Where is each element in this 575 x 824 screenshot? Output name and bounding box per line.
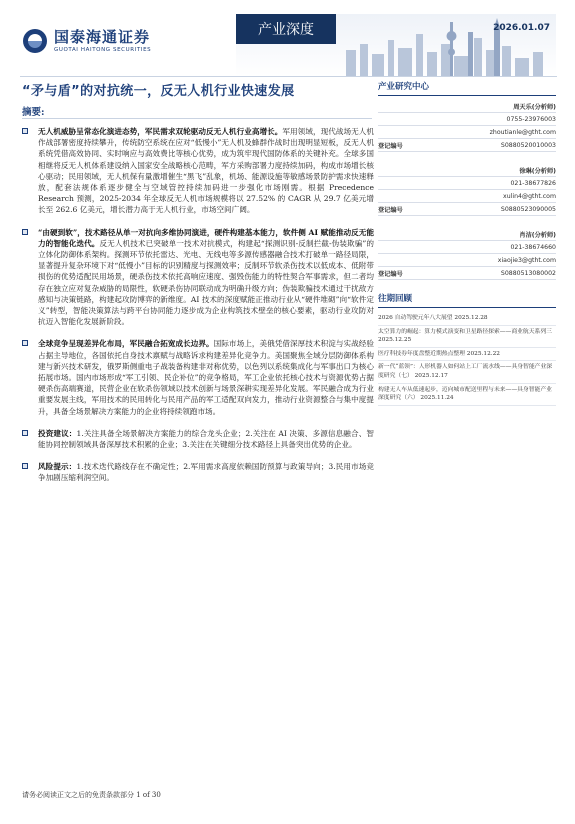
abstract-paragraph <box>22 126 374 216</box>
header-divider <box>20 76 557 77</box>
recent-report-link[interactable]: 构建无人车从低速起步，迈向城市配送里程与未来——具身智能产业深度研究（六） 2025.11.24 <box>378 384 556 406</box>
analyst-card <box>378 164 556 216</box>
paragraph-body: 1.关注具备全场景解决方案能力的综合龙头企业；2.关注在 AI 决策、多源信息融合、智能协同控制领域具备深厚技术积累的企业；3.关注在关键细分技术路径上具备突出优势的企业。 <box>38 428 374 450</box>
registration-number: S0880520010003 <box>500 141 556 149</box>
registration-number: S0880523090005 <box>500 205 556 213</box>
recent-report-link[interactable]: 太空算力的崛起：算力模式演变和卫星路径探索——商业航天系列三 2025.12.25 <box>378 326 556 348</box>
recent-reports-list <box>378 312 556 406</box>
abstract-paragraph <box>22 428 374 450</box>
paragraph-body: 军用领域，现代战场无人机作战部署密度持续攀升，传统防空系统在应对“低慢小”无人机及蜂群作战时出现明显短板，反无人机系统凭借高效协同、实时响应与高效费比等核心优势，成为筑牢现代国防体系的关键补充。全球多国相继将反无人机体系建设纳入国家安全战略核心范畴，军方采购部署力度持续加码，构成市场增长核心驱动；民用领域，无人机保有量激增催生“黑飞”乱象，机场、能源设施等敏感场景防护需求快速释放，配套法规体系逐步健全与空域管控持续加码进一步强化市场刚需。根据 Precedence Research 预测，2025-2034 年全球反无人机市场规模将以 27.52% 的 CAGR 从 29.7 亿美元增长至 262.6 亿美元，增长潜力高于无人机行业，市场空间广阔。 <box>38 127 375 215</box>
recent-report-link[interactable]: 2026 自动驾驶元年八大展望 2025.12.28 <box>378 312 556 326</box>
company-logo <box>22 28 151 54</box>
analyst-phone: 0755-23976003 <box>506 115 556 123</box>
analyst-email[interactable]: xulin4@gtht.com <box>503 192 556 200</box>
registration-label: 登记编号 <box>378 206 403 214</box>
report-date: 2026.01.07 <box>493 23 550 33</box>
analyst-phone: 021-38674660 <box>510 243 556 251</box>
analyst-phone: 021-38677826 <box>510 179 556 187</box>
recent-report-link[interactable]: 医疗科技券年度盘整近期热点整理 2025.12.22 <box>378 348 556 362</box>
abstract-paragraph <box>22 227 374 328</box>
logo-name-en: GUOTAI HAITONG SECURITIES <box>54 47 152 53</box>
registration-label: 登记编号 <box>378 142 403 150</box>
bullet-icon <box>22 463 28 469</box>
research-center-title: 产业研究中心 <box>378 80 556 96</box>
paragraph-body: 反无人机技术已突破单一技术对抗模式，构建起“探测识别-反制拦截-伪装欺骗”的立体化防御体系架构。探测环节依托雷达、光电、无线电等多源传感器融合技术打破单一路径局限，显著提升复杂环境下对“低慢小”目标的识别精度与探测效率；反制环节软杀伤技术以低成本、低附带损伤的优势适配民用场景，硬杀伤技术依托高响应速度、强毁伤能力的特性契合军事需求，但二者均存在独立应对复杂威胁的局限性，软硬杀伤协同联动成为明确升级方向；伪装欺骗技术通过干扰敌方感知与决策链路，构建起攻防博弈的新维度。AI 技术的深度赋能正推动行业从“硬件堆砌”向“软件定义”转型，智能决策算法与跨平台协同能力逐步成为企业构筑技术壁垒的核心要素，驱动行业攻防对抗迈入智能化发展新阶段。 <box>38 238 374 327</box>
abstract-label: 摘要: <box>22 107 45 118</box>
analyst-email[interactable]: zhoutianle@gtht.com <box>489 128 556 136</box>
paragraph-lead: 无人机威胁呈常态化演进态势，军民需求双轮驱动反无人机行业高增长。 <box>38 127 283 136</box>
bullet-icon <box>22 430 28 436</box>
analyst-name: 徐琳(分析师) <box>519 167 556 175</box>
logo-name-cn: 国泰海通证券 <box>54 28 151 46</box>
paragraph-lead: 全球竞争呈现差异化布局，军民融合拓宽成长边界。 <box>38 339 214 349</box>
sidebar <box>378 80 556 406</box>
abstract-body <box>22 126 374 495</box>
recent-report-link[interactable]: 新一代“蓝领”：人形机器人如何站上工厂流水线——具身智能产业深度研究（七） 2025.12.17 <box>378 361 556 383</box>
abstract-paragraph <box>22 338 374 416</box>
paragraph-body: 国际市场上，美俄凭借深厚技术积淀与实战经验占据主导地位，各国依托自身技术禀赋与战略诉求构建差异化竞争力。美国聚焦全域分层防御体系构建与新兴技术研发，俄罗斯侧重电子战装备构建非对称优势，以色列以系统集成化与军事出口为核心拓展市场。国内市场形成“军工引领、民企补位”的竞争格局，军工企业依托核心技术与资源优势占据硬杀伤高端赛道，民营企业在软杀伤领域以技术创新与场景深耕实现差异化发展。军民融合成为行业重要发展主线，军用技术的民用转化与民用产品的军工适配双向发力，推动行业资源整合与集中度提升，具备全场景解决方案能力的企业将持续领跑市场。 <box>38 339 374 416</box>
report-type-tag: 产业深度 <box>236 14 336 44</box>
recent-reports-title: 往期回顾 <box>378 292 556 308</box>
paragraph-lead: 风险提示： <box>38 462 77 472</box>
bullet-icon <box>22 128 28 134</box>
analyst-email[interactable]: xiaojie3@gtht.com <box>497 256 556 264</box>
page-footer: 请务必阅读正文之后的免责条款部分 1 of 30 <box>22 791 161 799</box>
paragraph-body: 1.技术迭代路线存在不确定性；2.军用需求高度依赖国防预算与政策导向；3.民用市场竞争加剧压缩利润空间。 <box>38 462 374 483</box>
report-title: “矛与盾”的对抗统一，反无人机行业快速发展 <box>22 84 295 99</box>
abstract-divider <box>22 118 372 119</box>
paragraph-lead: 投资建议： <box>38 428 77 438</box>
analyst-name: 周天乐(分析师) <box>513 103 556 111</box>
bullet-icon <box>22 340 28 346</box>
registration-label: 登记编号 <box>378 270 403 278</box>
analyst-name: 肖洁(分析师) <box>519 231 556 239</box>
registration-number: S0880513080002 <box>500 269 556 277</box>
analyst-card <box>378 228 556 280</box>
abstract-paragraph <box>22 461 374 483</box>
header-banner <box>236 14 556 76</box>
paragraph-lead: “由硬到软”，技术路径从单一对抗向多维协同演进，硬件构建基本能力，软件侧 AI 赋能推动反无能力的智能化迭代。 <box>38 227 374 248</box>
analyst-card <box>378 100 556 152</box>
logo-mark-icon <box>22 28 48 54</box>
bullet-icon <box>22 229 28 235</box>
